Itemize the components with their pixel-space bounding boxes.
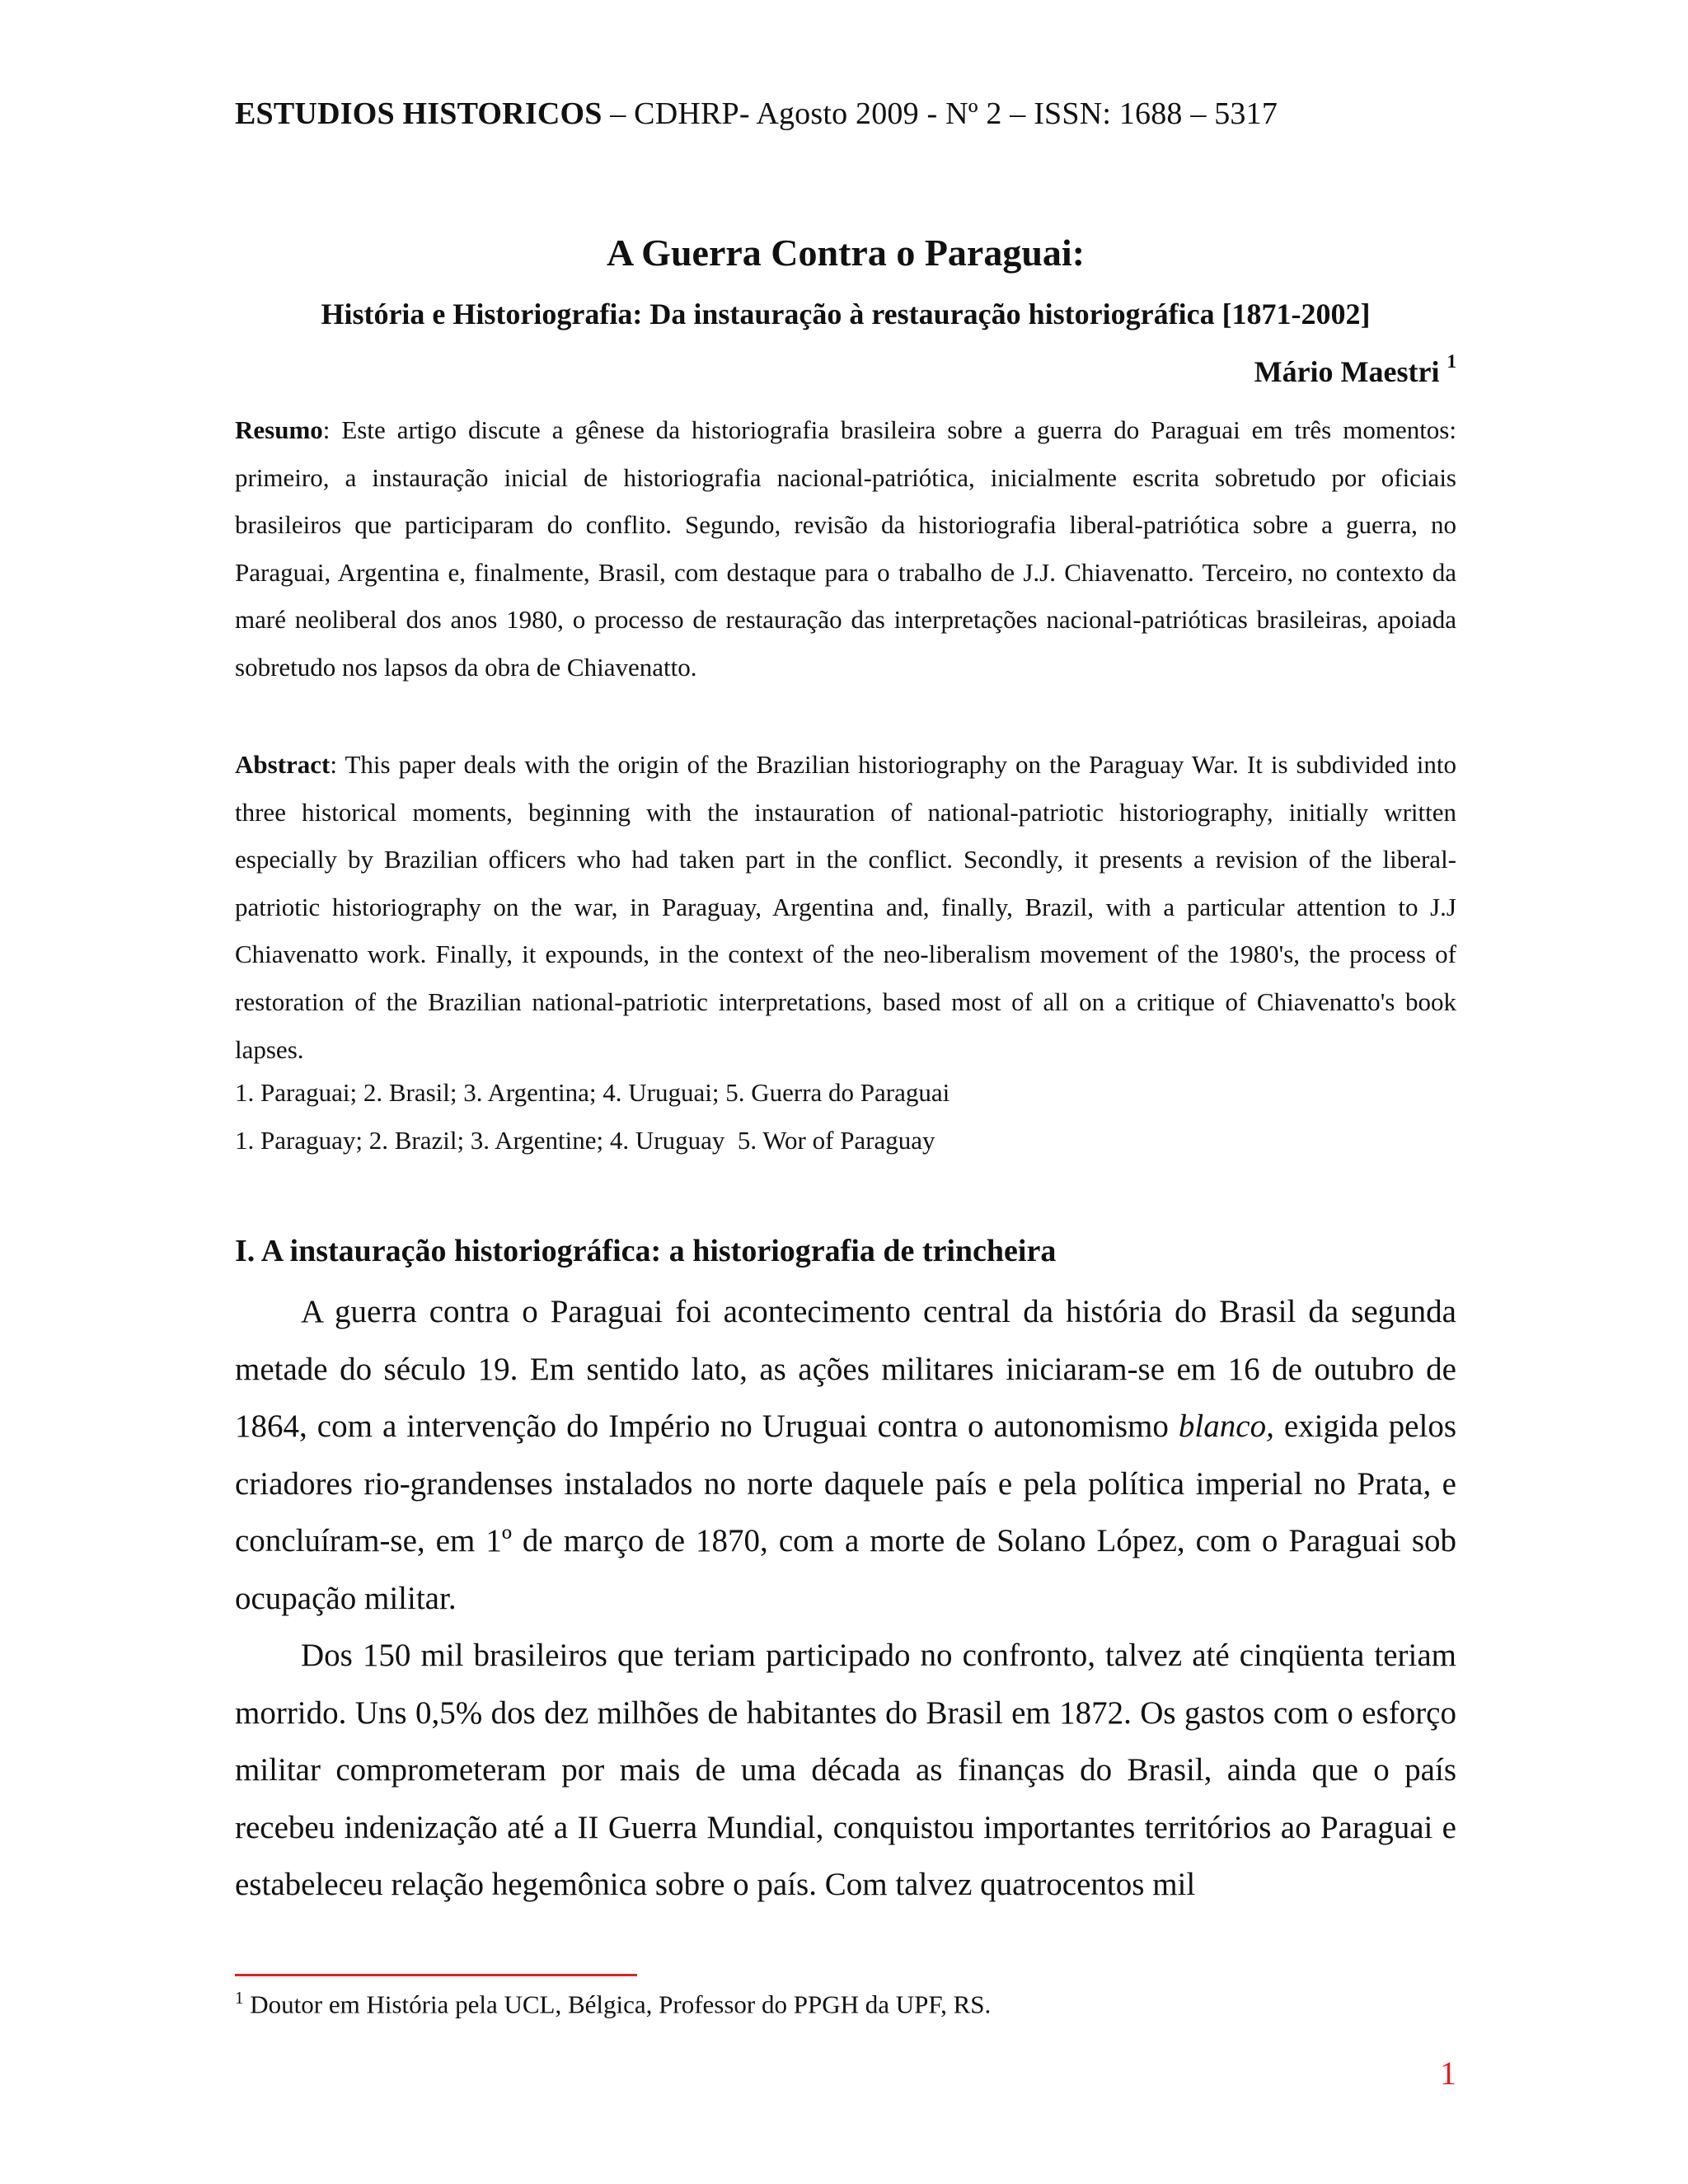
abstract-text: : This paper deals with the origin of the Brazilian historiography on the Paraguay War. It is subdivided into three historical moments, beginning with the instauration of national-patriotic historiography, initially written especially by Brazilian officers who had taken part in the conflict. Secondly, it presents a revision of the liberal-patriotic historiography on the war, in Paraguay, Argentina and, finally, Brazil, with a particular attention to J.J Chiavenatto work. Finally, it expounds, in the context of the neo-liberalism movement of the 1980's, the process of restoration of the Brazilian national-patriotic interpretations, based most of all on a critique of Chiavenatto's book lapses. <box>235 750 1456 1064</box>
page-number: 1 <box>1440 2055 1456 2092</box>
body-paragraph-2: Dos 150 mil brasileiros que teriam participado no confronto, talvez até cinqüenta teriam morrido. Uns 0,5% dos dez milhões de habitantes do Brasil em 1872. Os gastos com o esforço militar comprometeram por mais de uma década as finanças do Brasil, ainda que o país recebeu indenização até a II Guerra Mundial, conquistou importantes territórios ao Paraguai e estabeleceu relação hegemônica sobre o país. Com talvez quatrocentos mil <box>235 1638 1456 1902</box>
italic-term: blanco, <box>1178 1408 1274 1444</box>
body-text-span: A guerra contra o Paraguai foi acontecimento central da história do Brasil da segunda metade do século 19. Em sentido lato, as ações militares iniciaram-se em 16 de outubro de 1864, com a intervenção do Império no Uruguai contra o autonomismo <box>235 1294 1456 1444</box>
body-text-span: exigida pelos criadores rio-grandenses instalados no norte daquele país e pela política imperial no Prata, e concluíram-se, em 1º de março de 1870, com a morte de Solano López, com o Paraguai sob ocupação militar. <box>235 1408 1456 1616</box>
keywords-en: 1. Paraguay; 2. Brazil; 3. Argentine; 4. Uruguay 5. Wor of Paraguay <box>235 1126 935 1155</box>
document-page <box>235 0 1456 2184</box>
author-line <box>1254 351 1456 389</box>
footnote-number: 1 <box>235 1988 244 2008</box>
footnote-separator <box>235 1974 637 1976</box>
abstract-paragraph <box>235 741 1456 1073</box>
journal-name: ESTUDIOS HISTORICOS <box>235 96 603 131</box>
journal-header <box>235 96 1278 132</box>
journal-details: – CDHRP- Agosto 2009 - Nº 2 – ISSN: 1688 – 5317 <box>602 96 1278 131</box>
footnote-text: Doutor em História pela UCL, Bélgica, Professor do PPGH da UPF, RS. <box>243 1990 992 2019</box>
body-paragraph-1 <box>235 1283 1456 1627</box>
article-title: A Guerra Contra o Paraguai: <box>606 232 1085 274</box>
resumo-paragraph <box>235 406 1456 691</box>
author-name: Mário Maestri <box>1254 355 1440 388</box>
resumo-label: Resumo <box>235 415 323 444</box>
article-subtitle: História e Historiografia: Da instauração à restauração historiográfica [1871-2002] <box>321 298 1371 330</box>
keywords-pt: 1. Paraguai; 2. Brasil; 3. Argentina; 4. Uruguai; 5. Guerra do Paraguai <box>235 1078 950 1107</box>
resumo-text: : Este artigo discute a gênese da historiografia brasileira sobre a guerra do Paraguai em três momentos: primeiro, a instauração inicial de historiografia nacional-patriótica, inicialmente escrita sobretudo por oficiais brasileiros que participaram do conflito. Segundo, revisão da historiografia liberal-patriótica sobre a guerra, no Paraguai, Argentina e, finalmente, Brasil, com destaque para o trabalho de J.J. Chiavenatto. Terceiro, no contexto da maré neoliberal dos anos 1980, o processo de restauração das interpretações nacional-patrióticas brasileiras, apoiada sobretudo nos lapsos da obra de Chiavenatto. <box>235 415 1456 682</box>
footnote-ref[interactable]: 1 <box>1447 351 1456 372</box>
body-text <box>235 1283 1456 1914</box>
section-heading: I. A instauração historiográfica: a historiografia de trincheira <box>235 1234 1057 1268</box>
footnote <box>235 1988 991 2019</box>
abstract-label: Abstract <box>235 750 331 779</box>
